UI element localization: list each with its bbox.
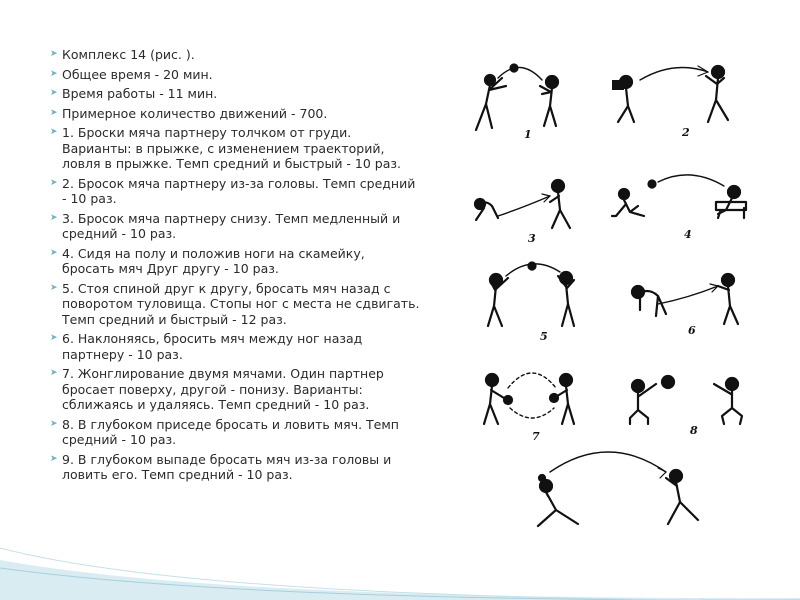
exercise-figure-4 [612,175,746,241]
exercise-figure-2 [612,66,728,139]
list-item [50,366,420,413]
list-item-text: 7. Жонглирование двумя мячами. Один партнер бросает поверху, другой - понизу. Варианты: сближаясь и удаляясь. Темп средний - 10 раз. [62,366,384,412]
bullet-icon: ➤ [50,418,58,429]
list-item [50,281,420,328]
figure-number: 7 [532,430,540,443]
figure-number: 4 [684,228,692,241]
exercise-figure-3 [475,180,570,245]
list-item [50,176,420,207]
bullet-icon: ➤ [50,282,58,293]
list-item-text: 5. Стоя спиной друг к другу, бросать мяч назад с поворотом туловища. Стопы ног с места не сдвигать. Темп средний и быстрый - 12 раз. [62,280,420,327]
list-item-text: Комплекс 14 (рис. ). [62,47,195,62]
list-item-text: 9. В глубоком выпаде бросать мяч из-за головы и ловить его. Темп средний - 10 раз. [62,451,392,482]
figure-number: 6 [688,324,696,337]
list-item [50,246,420,277]
bullet-icon: ➤ [50,212,58,223]
exercise-figure-5 [488,263,574,344]
exercise-figure-1 [476,65,558,142]
bullet-icon: ➤ [50,247,58,258]
exercise-figure-9 [538,452,698,526]
list-item [50,47,420,63]
bullet-icon: ➤ [50,127,58,137]
list-item-text: 1. Броски мяча партнеру толчком от груди. Варианты: в прыжке, с изменением траекторий, ловля в прыжке. Темп средний и быстрый - 10 раз. [62,125,401,171]
list-item [50,452,420,483]
exercise-text-list [50,47,420,487]
corner-decoration [0,540,800,600]
figure-number: 2 [682,126,690,139]
figure-number: 8 [690,424,698,437]
exercise-figure-8 [630,376,742,437]
bullet-icon: ➤ [50,368,58,378]
list-item-text: 4. Сидя на полу и положив ноги на скамейку, бросать мяч Друг другу - 10 раз. [62,245,365,276]
exercise-figure-6 [632,274,738,337]
list-item [50,106,420,122]
list-item-text: 6. Наклоняясь, бросить мяч между ног назад партнеру - 10 раз. [62,331,363,362]
list-item [50,417,420,448]
bullet-icon: ➤ [50,88,58,98]
list-item-text: Время работы - 11 мин. [62,86,218,101]
list-item-text: Примерное количество движений - 700. [62,105,328,121]
figure-number: 3 [528,232,536,245]
list-item [50,125,420,172]
bullet-icon: ➤ [50,107,58,118]
list-item-text: 8. В глубоком приседе бросать и ловить мяч. Темп средний - 10 раз. [62,416,399,447]
list-item-text: 3. Бросок мяча партнеру снизу. Темп медленный и средний - 10 раз. [62,210,401,241]
bullet-icon: ➤ [50,453,58,464]
list-item-text: Общее время - 20 мин. [62,66,213,82]
list-item [50,211,420,242]
bullet-icon: ➤ [50,333,58,343]
bullet-icon: ➤ [50,68,58,79]
exercise-figure-7 [484,373,574,443]
list-item-text: 2. Бросок мяча партнеру из-за головы. Темп средний - 10 раз. [62,175,416,206]
exercise-illustrations [462,58,762,538]
list-item [50,86,420,102]
figure-number: 5 [540,330,548,343]
bullet-icon: ➤ [50,177,58,188]
list-item [50,331,420,362]
figure-number: 1 [524,128,532,141]
list-item [50,67,420,83]
bullet-icon: ➤ [50,49,58,59]
